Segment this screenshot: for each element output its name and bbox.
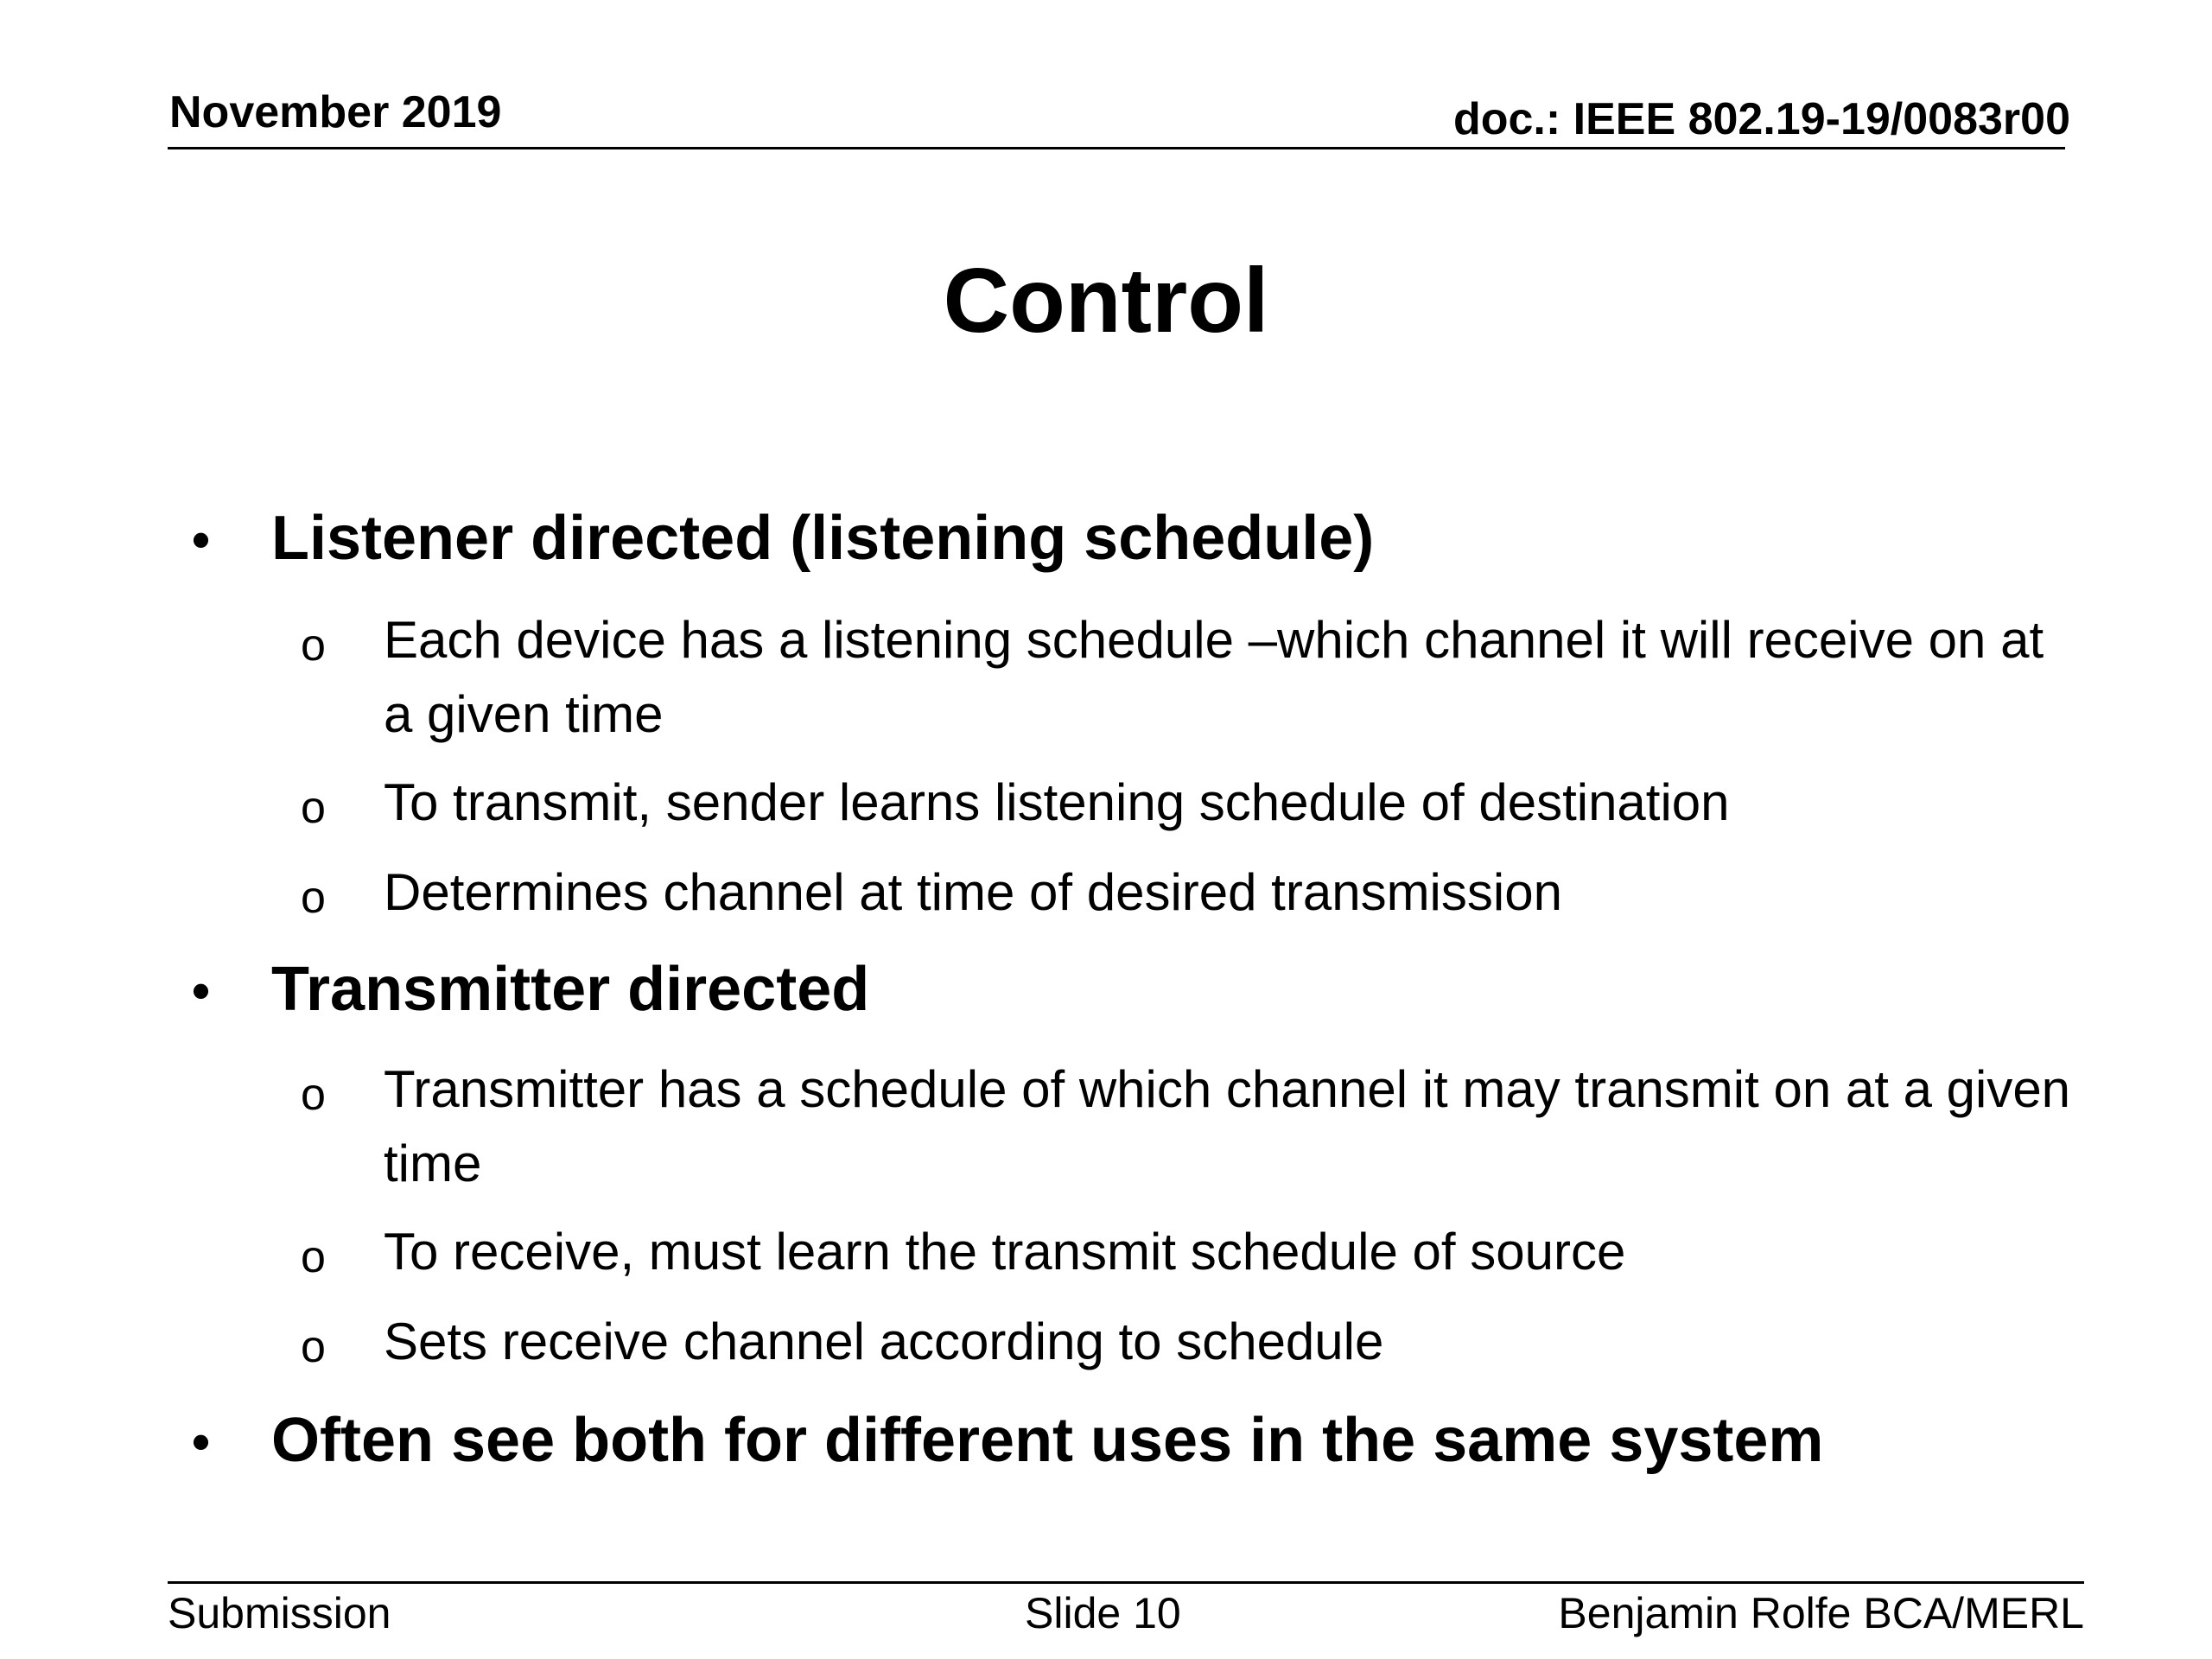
sub-bullet-marker: o xyxy=(301,873,326,923)
sub-bullet-marker: o xyxy=(301,783,326,833)
footer-slide-number: Slide 10 xyxy=(1025,1589,1181,1637)
sub-bullet-marker: o xyxy=(301,1322,326,1372)
sub-bullet-marker: o xyxy=(301,620,326,671)
sub-bullet-marker: o xyxy=(301,1070,326,1120)
bullet-marker: • xyxy=(192,962,211,1020)
bullet-text: Often see both for different uses in the same system xyxy=(271,1406,1824,1475)
bullet-marker: • xyxy=(192,511,211,569)
sub-bullet-text: To receive, must learn the transmit schedule of source xyxy=(384,1223,1626,1281)
header-date: November 2019 xyxy=(169,87,502,137)
footer-author: Benjamin Rolfe BCA/MERL xyxy=(1558,1589,2084,1637)
sub-bullet-text: To transmit, sender learns listening schedule of destination xyxy=(384,773,1730,831)
sub-bullet-text: Sets receive channel according to schedule xyxy=(384,1313,1384,1370)
header-doc-id: doc.: IEEE 802.19-19/0083r00 xyxy=(1452,94,2070,144)
bullet-marker: • xyxy=(192,1413,211,1471)
sub-bullet-text: Determines channel at time of desired transmission xyxy=(384,863,1562,921)
sub-bullet-text: Transmitter has a schedule of which channel it may transmit on at a given time xyxy=(384,1060,2071,1192)
bullet-text: Listener directed (listening schedule) xyxy=(271,504,1375,573)
slide-title: Control xyxy=(943,250,1269,352)
sub-bullet-marker: o xyxy=(301,1232,326,1282)
footer-submission: Submission xyxy=(168,1589,391,1637)
sub-bullet-text: Each device has a listening schedule –which channel it will receive on at a given time xyxy=(384,611,2044,743)
header-divider xyxy=(168,147,2065,149)
bullet-text: Transmitter directed xyxy=(271,955,870,1024)
footer-divider xyxy=(168,1581,2084,1584)
